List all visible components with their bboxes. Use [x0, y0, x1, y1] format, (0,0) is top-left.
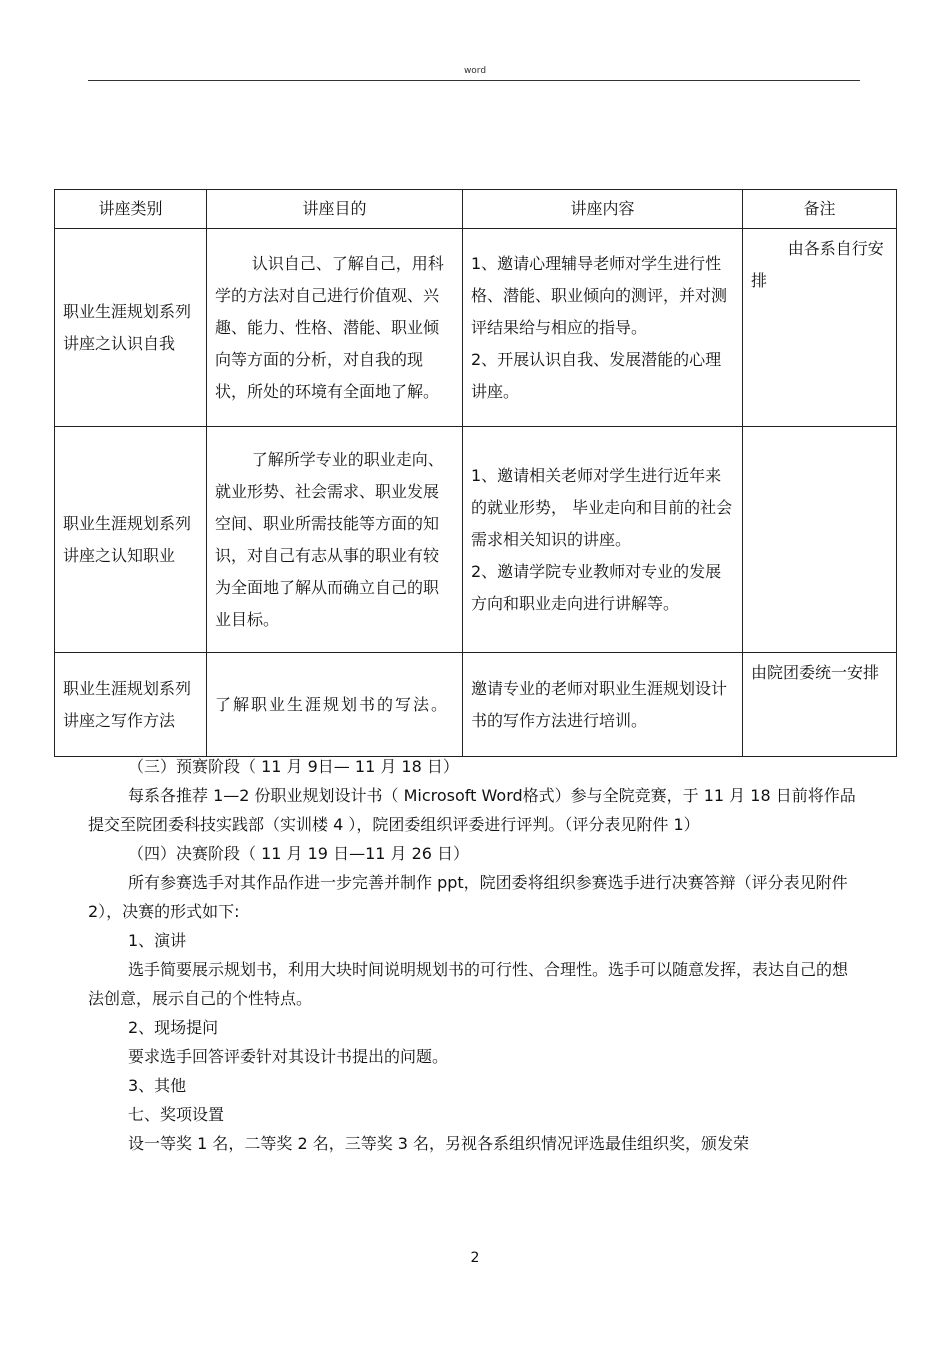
row-content	[463, 229, 743, 427]
row-category: 职业生涯规划系列讲座之认知职业	[55, 427, 207, 653]
stage3-text: 每系各推荐 1—2 份职业规划设计书（ Microsoft Word格式）参与全院竞赛，于 11 月 18 日前将作品提交至院团委科技实践部（实训楼 4 ），院团委组织评委进行评判。（评分表见附件 1）	[88, 786, 856, 834]
row-note: 由院团委统一安排	[743, 653, 897, 757]
row-purpose: 了解所学专业的职业走向、就业形势、社会需求、职业发展空间、职业所需技能等方面的知识，对自己有志从事的职业有较为全面地了解从而确立自己的职业目标。	[207, 427, 463, 653]
stage4-text: 所有参赛选手对其作品作进一步完善并制作 ppt，院团委将组织参赛选手进行决赛答辩（评分表见附件 2），决赛的形式如下:	[88, 873, 848, 921]
section7-title: 七、奖项设置	[128, 1105, 225, 1124]
row-category: 职业生涯规划系列讲座之写作方法	[55, 653, 207, 757]
row-content-item: 邀请专业的老师对职业生涯规划设计书的写作方法进行培训。	[471, 678, 728, 730]
header-category: 讲座类别	[55, 190, 207, 229]
table-row	[55, 427, 897, 653]
item2-title: 2、现场提问	[128, 1018, 219, 1037]
item1-title: 1、演讲	[128, 931, 187, 950]
section7-text: 设一等奖 1 名，二等奖 2 名，三等奖 3 名，另视各系组织情况评选最佳组织奖，颁发荣	[128, 1134, 750, 1153]
item1-text: 选手简要展示规划书，利用大块时间说明规划书的可行性、合理性。选手可以随意发挥，表达自己的想法创意，展示自己的个性特点。	[88, 960, 849, 1008]
row-content-item: 2、开展认识自我、发展潜能的心理讲座。	[471, 349, 722, 401]
row-content	[463, 653, 743, 757]
stage4-title: （四）决赛阶段（ 11 月 19 日—11 月 26 日）	[128, 844, 470, 863]
row-content	[463, 427, 743, 653]
header-rule	[88, 80, 860, 81]
lecture-table	[54, 189, 897, 757]
row-content-item: 1、邀请心理辅导老师对学生进行性格、潜能、职业倾向的测评，并对测评结果给与相应的指导。	[471, 253, 728, 337]
body-text	[88, 752, 863, 1158]
row-purpose: 认识自己、了解自己，用科学的方法对自己进行价值观、兴趣、能力、性格、潜能、职业倾向等方面的分析，对自我的现状，所处的环境有全面地了解。	[207, 229, 463, 427]
row-content-item: 2、邀请学院专业教师对专业的发展方向和职业走向进行讲解等。	[471, 561, 722, 613]
header-content: 讲座内容	[463, 190, 743, 229]
item3-title: 3、其他	[128, 1076, 187, 1095]
row-note: 由各系自行安排	[743, 229, 897, 427]
row-content-item: 1、邀请相关老师对学生进行近年来的就业形势， 毕业走向和目前的社会需求相关知识的讲座。	[471, 465, 733, 549]
table-header-row	[55, 190, 897, 229]
page-number: 2	[470, 1250, 480, 1266]
header-purpose: 讲座目的	[207, 190, 463, 229]
row-purpose: 了解职业生涯规划书的写法。	[207, 653, 463, 757]
table-row	[55, 229, 897, 427]
row-category: 职业生涯规划系列讲座之认识自我	[55, 229, 207, 427]
stage3-title: （三）预赛阶段（ 11 月 9日— 11 月 18 日）	[128, 757, 459, 776]
item2-text: 要求选手回答评委针对其设计书提出的问题。	[128, 1047, 449, 1066]
header-note: 备注	[743, 190, 897, 229]
row-note	[743, 427, 897, 653]
table-row	[55, 653, 897, 757]
page-header-word: word	[463, 66, 487, 76]
